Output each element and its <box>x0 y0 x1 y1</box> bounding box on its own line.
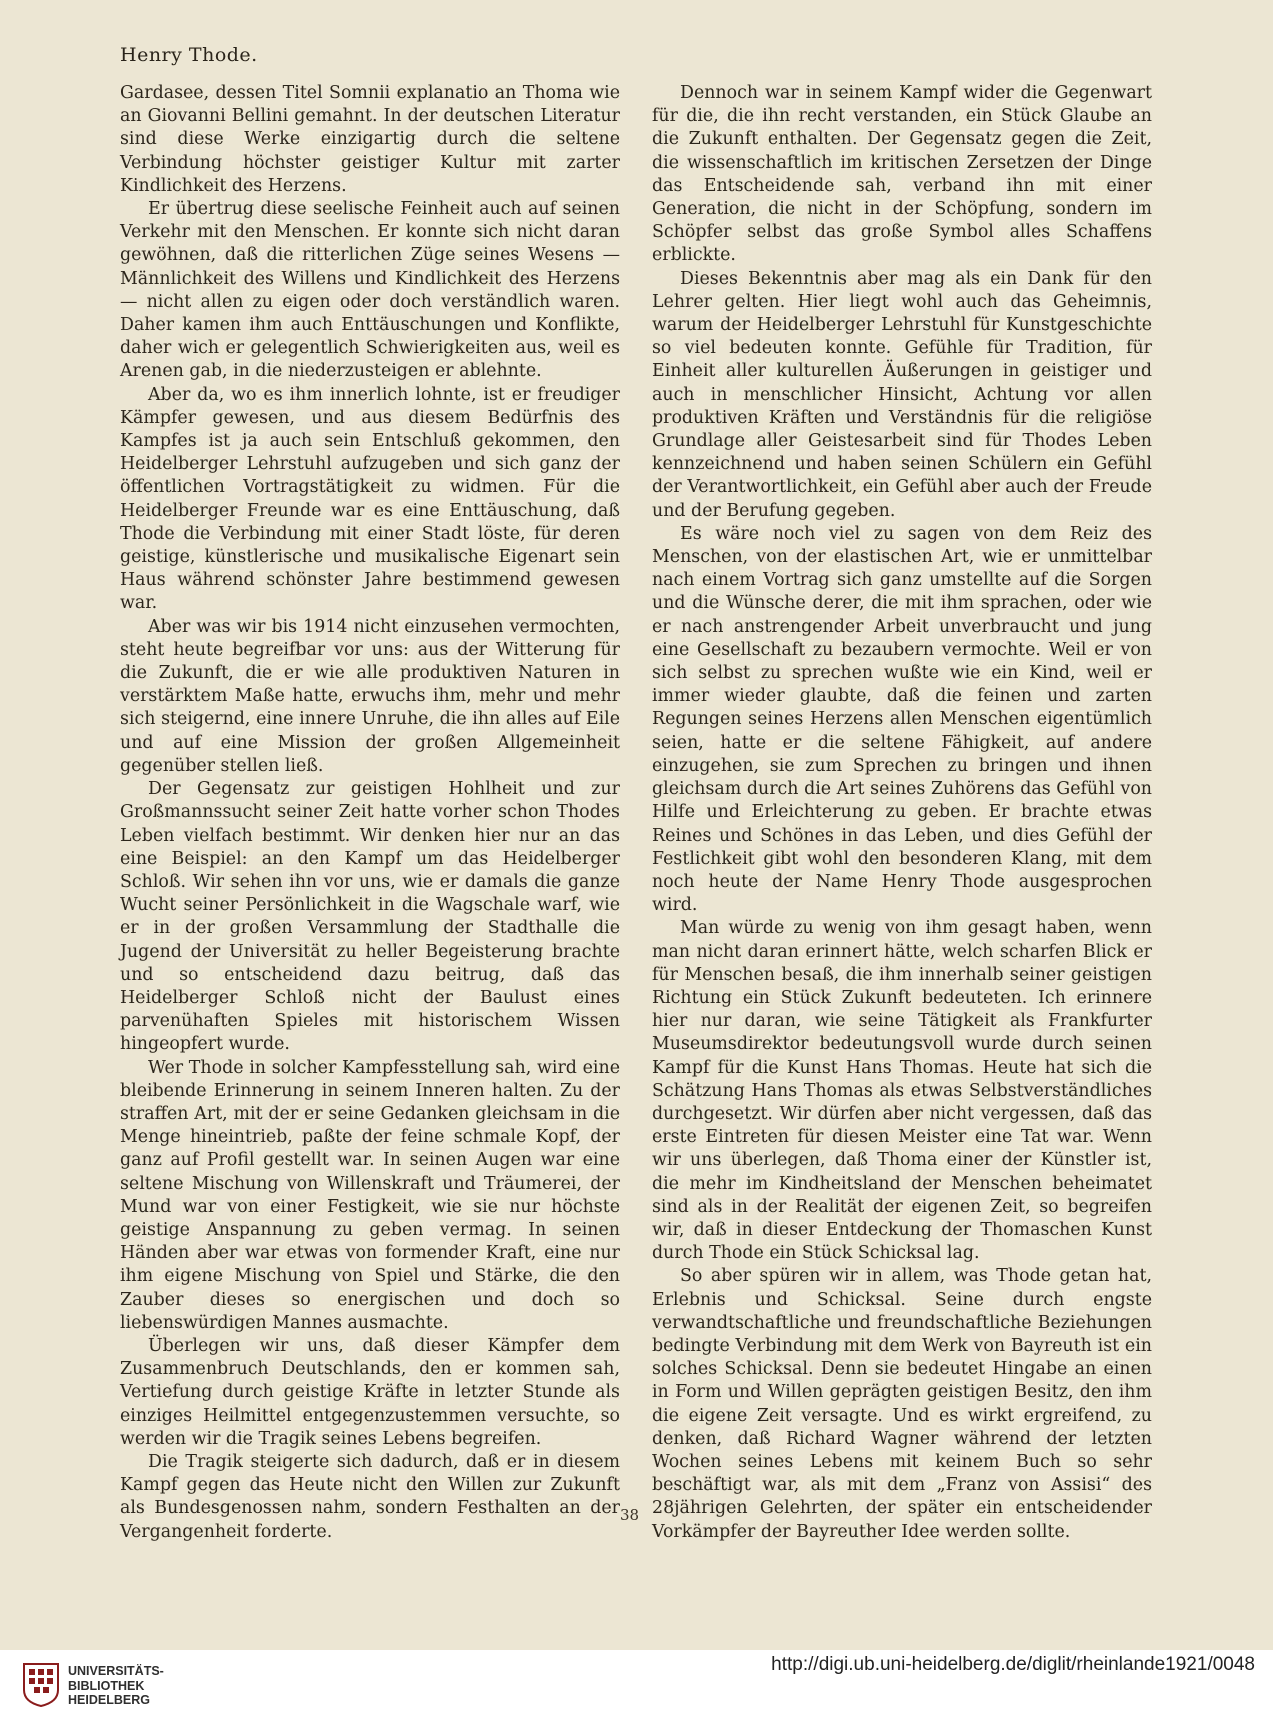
paragraph: Wer Thode in solcher Kampfesstellung sah, wird eine bleibende Erinnerung in seinem Inneren halten. Zu der straffen Art, mit der er seine Gedanken gleichsam in die Menge hineintrieb, paßte der feine schmale Kopf, der ganz auf Profil gestellt war. In seinen Augen war eine seltene Mischung von Willenskraft und Träumerei, der Mund war von einer Festigkeit, wie sie nur höchste geistige Anspannung zu geben vermag. In seinen Händen aber war etwas von formender Kraft, eine nur ihm eigene Mischung von Spiel und Stärke, die den Zauber dieses so energischen und doch so liebenswürdigen Mannes ausmachte. <box>120 1057 620 1333</box>
paragraph: Es wäre noch viel zu sagen von dem Reiz des Menschen, von der elastischen Art, wie er unmittelbar nach einem Vortrag sich ganz umstellte auf die Sorgen und die Wünsche derer, die mit ihm sprachen, oder wie er nach anstrengender Arbeit unverbraucht und jung eine Gesellschaft zu bezaubern vermochte. Weil er von sich selbst zu sprechen wußte wie ein Kind, weil er immer wieder glaubte, daß die feinen und zarten Regungen seines Herzens allen Menschen eigentümlich seien, hatte er die seltene Fähigkeit, auf andere einzugehen, sie zum Sprechen zu bringen und ihnen gleichsam durch die Art seines Zuhörens das Gefühl von Hilfe und Erleichterung zu geben. Er brachte etwas Reines und Schönes in das Leben, und dies Gefühl der Festlichkeit gibt wohl den besonderen Klang, mit dem noch heute der Name Henry Thode ausgesprochen wird. <box>652 523 1152 916</box>
paragraph: Gardasee, dessen Titel Somnii explanatio an Thoma wie an Giovanni Bellini gemahnt. In der deutschen Literatur sind diese Werke einzigartig durch die seltene Verbindung höchster geistiger Kultur mit zarter Kindlichkeit des Herzens. <box>120 83 620 196</box>
source-url[interactable]: http://digi.ub.uni-heidelberg.de/diglit/rheinlande1921/0048 <box>771 1654 1255 1675</box>
library-line: BIBLIOTHEK <box>68 1678 145 1693</box>
paragraph: Aber was wir bis 1914 nicht einzusehen vermochten, steht heute begreifbar vor uns: aus der Witterung für die Zukunft, die er wie alle produktiven Naturen in verstärktem Maße hatte, erwuchs ihm, mehr und mehr sich steigernd, eine innere Unruhe, die ihn alles auf Eile und auf eine Mission der großen Allgemeinheit gegenüber stellen ließ. <box>120 616 620 776</box>
library-line: HEIDELBERG <box>68 1693 150 1707</box>
right-column <box>652 82 1152 1544</box>
paragraph: Dieses Bekenntnis aber mag als ein Dank für den Lehrer gelten. Hier liegt wohl auch das Geheimnis, warum der Heidelberger Lehrstuhl für Kunstgeschichte so viel bedeuten konnte. Gefühle für Tradition, für Einheit aller kulturellen Äußerungen in geistiger und auch in menschlicher Hinsicht, Achtung vor allen produktiven Kräften und Verständnis für die religiöse Grundlage aller Geistesarbeit sind für Thodes Leben kennzeichnend und haben seinen Schülern ein Gefühl der Verantwortlichkeit, ein Gefühl aber auch der Freude und der Berufung gegeben. <box>652 268 1152 521</box>
running-title: Henry Thode. <box>120 44 258 66</box>
library-line: UNIVERSITÄTS- <box>68 1664 164 1678</box>
viewer-footer <box>0 1650 1273 1732</box>
paragraph: Überlegen wir uns, daß dieser Kämpfer dem Zusammenbruch Deutschlands, den er kommen sah, Vertiefung durch geistige Kräfte in letzter Stunde als einziges Heilmittel entgegenzustemmen versuchte, so werden wir die Tragik seines Lebens begreifen. <box>120 1335 620 1449</box>
university-seal-icon <box>22 1662 60 1708</box>
paragraph: Der Gegensatz zur geistigen Hohlheit und zur Großmannssucht seiner Zeit hatte vorher schon Thodes Leben vielfach bestimmt. Wir denken hier nur an das eine Beispiel: an den Kampf um das Heidelberger Schloß. Wir sehen ihn vor uns, wie er damals die ganze Wucht seiner Persönlichkeit in die Wagschale warf, wie er in der großen Versammlung der Stadthalle die Jugend der Universität zu heller Begeisterung brachte und so entscheidend dazu beitrug, daß das Heidelberger Schloß nicht der Baulust eines parvenühaften Spieles mit historischem Wissen hingeopfert wurde. <box>120 779 620 1055</box>
paragraph: Aber da, wo es ihm innerlich lohnte, ist er freudiger Kämpfer gewesen, und aus diesem Bedürfnis des Kampfes ist ja auch sein Entschluß gekommen, den Heidelberger Lehrstuhl aufzugeben und sich ganz der öffentlichen Vortragstätigkeit zu widmen. Für die Heidelberger Freunde war es eine Enttäuschung, daß Thode die Verbindung mit einer Stadt löste, für deren geistige, künstlerische und musikalische Eigenart sein Haus während schönster Jahre bestimmend gewesen war. <box>120 384 620 614</box>
paragraph: Er übertrug diese seelische Feinheit auch auf seinen Verkehr mit den Menschen. Er konnte sich nicht daran gewöhnen, daß die ritterlichen Züge seines Wesens — Männlichkeit des Willens und Kindlichkeit des Herzens — nicht allen zu eigen oder doch verständlich waren. Daher kamen ihm auch Enttäuschungen und Konflikte, daher wich er gelegentlich Schwierigkeiten aus, weil es Arenen gab, in die niederzusteigen er ablehnte. <box>120 199 620 382</box>
paragraph: Dennoch war in seinem Kampf wider die Gegenwart für die, die ihn recht verstanden, ein Stück Glaube an die Zukunft enthalten. Der Gegensatz gegen die Zeit, die wissenschaftlich im kritischen Zersetzen der Dinge das Entscheidende sah, verband ihn mit einer Generation, die nicht in der Schöpfung, sondern im Schöpfer selbst das große Symbol alles Schaffens erblickte. <box>652 83 1152 266</box>
page-number: 38 <box>620 1506 640 1524</box>
paragraph: So aber spüren wir in allem, was Thode getan hat, Erlebnis und Schicksal. Seine durch engste verwandtschaftliche und freundschaftliche Beziehungen bedingte Verbindung mit dem Werk von Bayreuth ist ein solches Schicksal. Denn sie bedeutet Hingabe an einen in Form und Willen geprägten geistigen Besitz, den ihm die eigene Zeit versagte. Und es wirkt ergreifend, zu denken, daß Richard Wagner während der letzten Wochen seines Lebens mit keinem Buch so sehr beschäftigt war, als mit dem „Franz von Assisi“ des 28jährigen Gelehrten, der später ein entscheidender Vorkämpfer der Bayreuther Idee werden sollte. <box>652 1266 1152 1542</box>
left-column <box>120 82 620 1544</box>
library-name <box>68 1664 164 1708</box>
paragraph: Man würde zu wenig von ihm gesagt haben, wenn man nicht daran erinnert hätte, welch scharfen Blick er für Menschen besaß, die ihm innerhalb seiner geistigen Richtung ein Stück Zukunft bedeuteten. Ich erinnere hier nur daran, wie seine Tätigkeit als Frankfurter Museumsdirektor bedeutungsvoll wurde durch seinen Kampf für die Kunst Hans Thomas. Heute hat sich die Schätzung Hans Thomas als etwas Selbstverständliches durchgesetzt. Wir dürfen aber nicht vergessen, daß das erste Eintreten für diesen Meister eine Tat war. Wenn wir uns überlegen, daß Thoma einer der Künstler ist, die mehr im Kindheitsland der Menschen beheimatet sind als in der Realität der eigenen Zeit, so begreifen wir, daß in dieser Entdeckung der Thomaschen Kunst durch Thode ein Stück Schicksal lag. <box>652 918 1152 1264</box>
paragraph: Die Tragik steigerte sich dadurch, daß er in diesem Kampf gegen das Heute nicht den Willen zur Zukunft als Bundesgenossen nahm, sondern Festhalten an der Vergangenheit forderte. <box>120 1451 620 1542</box>
